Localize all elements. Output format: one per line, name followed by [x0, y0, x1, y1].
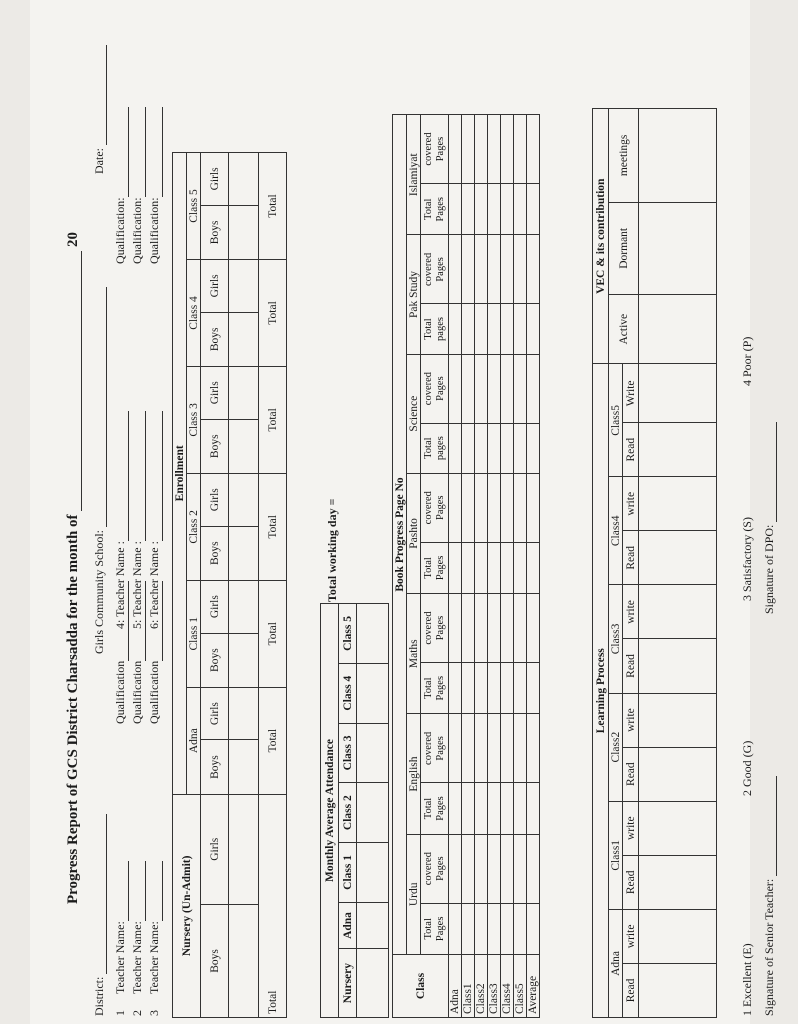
- vec-col: meetings: [609, 109, 639, 203]
- covered-pages-header: covered Pages: [421, 235, 449, 304]
- report-title: Progress Report of GCS District Charsadda for the month of 20: [65, 231, 81, 904]
- boys-header: Boys: [201, 740, 229, 794]
- learning-process-table: [592, 108, 717, 1018]
- girls-header: Girls: [201, 794, 229, 904]
- book-row-label: Class5: [514, 955, 527, 1018]
- teacher-row: 3Teacher Name:: [146, 861, 163, 1016]
- date-field: Date:: [92, 45, 107, 174]
- book-progress-title: Book Progress Page No: [393, 115, 407, 955]
- enrollment-total: Total: [259, 687, 287, 794]
- girls-header: Girls: [201, 259, 229, 312]
- legend-item: 4 Poor (P): [740, 336, 754, 386]
- school-field: Girls Community School:: [92, 287, 107, 654]
- subject-header: Pashto: [407, 473, 421, 593]
- rotated-page: [30, 0, 798, 1024]
- write-header: write: [623, 801, 639, 855]
- book-row-label: Class3: [488, 955, 501, 1018]
- teacher-row: 2Teacher Name:: [129, 861, 146, 1016]
- enrollment-total: Total: [259, 259, 287, 366]
- total-pages-header: Total pages: [421, 423, 449, 473]
- book-row-label: Class2: [475, 955, 488, 1018]
- read-header: Read: [623, 639, 639, 693]
- enrollment-total: Total: [259, 473, 287, 580]
- learning-group: Class1: [609, 801, 623, 909]
- boys-header: Boys: [201, 419, 229, 473]
- teachers-right: [112, 411, 163, 629]
- working-day-field: Total working day =: [325, 498, 339, 602]
- teacher-row: 1Teacher Name:: [112, 861, 129, 1016]
- read-header: Read: [623, 747, 639, 801]
- enrollment-col-group: Class 2: [187, 473, 201, 580]
- subject-header: Urdu: [407, 834, 421, 954]
- learning-group: Class4: [609, 477, 623, 585]
- teacher-row: 4: Teacher Name :: [112, 411, 129, 629]
- read-header: Read: [623, 423, 639, 477]
- legend-item: 3 Satisfactory (S): [740, 517, 754, 601]
- qualifications-left: Qualification Qualification Qualification: [112, 581, 163, 724]
- write-header: write: [623, 477, 639, 531]
- enrollment-col-group: Adna: [187, 687, 201, 794]
- book-row-label: Adna: [449, 955, 462, 1018]
- attendance-col: Adna: [339, 902, 357, 948]
- attendance-col: Class 4: [339, 663, 357, 723]
- teacher-row: 5: Teacher Name :: [129, 411, 146, 629]
- enrollment-col-group: Class 4: [187, 259, 201, 366]
- class-col-header: Class: [393, 955, 449, 1018]
- boys-header: Boys: [201, 312, 229, 366]
- covered-pages-header: covered Pages: [421, 834, 449, 903]
- teacher-row: 6: Teacher Name :: [146, 411, 163, 629]
- total-pages-header: Total Pages: [421, 903, 449, 954]
- enrollment-total: Total: [259, 580, 287, 687]
- boys-header: Boys: [201, 526, 229, 580]
- total-pages-header: Total Pages: [421, 542, 449, 593]
- enrollment-col-group: Class 5: [187, 153, 201, 260]
- vec-title: VEC & its contribution: [593, 109, 609, 365]
- enrollment-title: Enrollment: [173, 153, 187, 795]
- attendance-col: Nursery: [339, 949, 357, 1018]
- boys-header: Boys: [201, 205, 229, 259]
- read-header: Read: [623, 531, 639, 585]
- senior-teacher-signature: Signature of Senior Teacher:: [762, 776, 777, 1016]
- write-header: write: [623, 909, 639, 963]
- girls-header: Girls: [201, 580, 229, 633]
- subject-header: Maths: [407, 594, 421, 714]
- report-sheet: [30, 0, 776, 1024]
- total-pages-header: Total Pages: [421, 783, 449, 834]
- total-pages-header: Total Pages: [421, 184, 449, 235]
- learning-group: Class2: [609, 693, 623, 801]
- attendance-title: Monthly Average Attendance: [321, 604, 339, 1018]
- covered-pages-header: covered Pages: [421, 473, 449, 542]
- subject-header: Islamiyat: [407, 115, 421, 235]
- learning-group: Adna: [609, 909, 623, 1017]
- enrollment-table: [172, 152, 287, 1018]
- enrollment-total: Total: [259, 794, 287, 1017]
- covered-pages-header: covered Pages: [421, 594, 449, 663]
- subject-header: English: [407, 714, 421, 834]
- attendance-col: Class 2: [339, 783, 357, 843]
- total-pages-header: Total pages: [421, 304, 449, 354]
- subject-header: Pak Study: [407, 235, 421, 354]
- attendance-col: Class 5: [339, 604, 357, 664]
- boys-header: Boys: [201, 633, 229, 687]
- write-header: Write: [623, 364, 639, 423]
- write-header: write: [623, 585, 639, 639]
- attendance-col: Class 3: [339, 723, 357, 783]
- book-row-label: Class1: [462, 955, 475, 1018]
- learning-title: Learning Process: [593, 364, 609, 1018]
- month-blank: [81, 251, 82, 511]
- read-header: Read: [623, 963, 639, 1017]
- boys-header: Boys: [201, 904, 229, 1017]
- qualifications-right: Qualification: Qualification: Qualification:: [112, 107, 163, 264]
- covered-pages-header: covered Pages: [421, 714, 449, 783]
- girls-header: Girls: [201, 366, 229, 419]
- attendance-col: Class 1: [339, 843, 357, 903]
- enrollment-col-group: Class 1: [187, 580, 201, 687]
- legend-item: 1 Excellent (E): [740, 943, 754, 1016]
- enrollment-total: Total: [259, 153, 287, 260]
- vec-col: Dormant: [609, 202, 639, 294]
- book-row-label: Class4: [501, 955, 514, 1018]
- attendance-table: [320, 603, 389, 1018]
- learning-group: Class5: [609, 364, 623, 477]
- learning-group: Class3: [609, 585, 623, 693]
- vec-col: Active: [609, 294, 639, 364]
- enrollment-total: Total: [259, 366, 287, 473]
- covered-pages-header: covered Pages: [421, 354, 449, 423]
- book-row-label: Average: [527, 955, 540, 1018]
- subject-header: Science: [407, 354, 421, 473]
- enrollment-col-group: Class 3: [187, 366, 201, 473]
- legend-item: 2 Good (G): [740, 740, 754, 796]
- book-progress-table: [392, 114, 540, 1018]
- district-field: District:: [92, 814, 107, 1016]
- girls-header: Girls: [201, 153, 229, 206]
- total-pages-header: Total Pages: [421, 663, 449, 714]
- girls-header: Girls: [201, 687, 229, 740]
- girls-header: Girls: [201, 473, 229, 526]
- teachers-left: [112, 861, 163, 1016]
- read-header: Read: [623, 855, 639, 909]
- write-header: write: [623, 693, 639, 747]
- dpo-signature: Signature of DPO:: [762, 422, 777, 614]
- enrollment-col-group: Nursery (Un-Admit): [173, 794, 201, 1017]
- covered-pages-header: covered Pages: [421, 115, 449, 184]
- year-suffix: 20: [65, 231, 81, 247]
